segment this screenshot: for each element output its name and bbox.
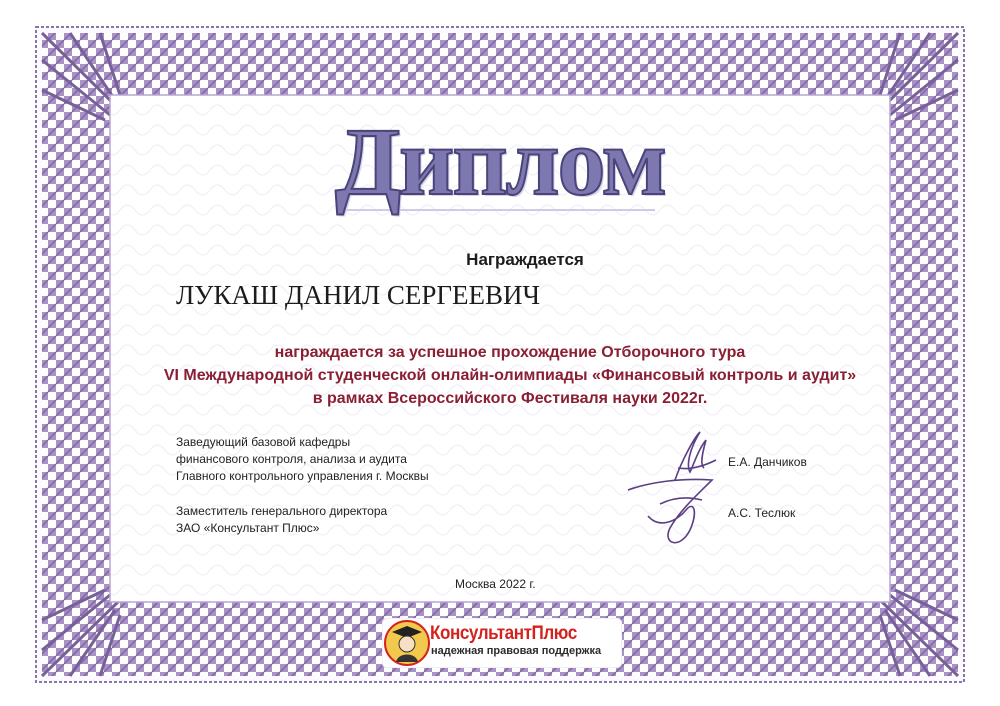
signer-title-line: Заведующий базовой кафедры	[176, 435, 351, 449]
signer-name: А.С. Теслюк	[728, 506, 796, 520]
signatures	[620, 420, 730, 560]
place-date: Москва 2022 г.	[455, 577, 536, 591]
recipient-name: ЛУКАШ ДАНИЛ СЕРГЕЕВИЧ	[176, 280, 541, 310]
logo-tagline: надежная правовая поддержка	[431, 645, 602, 657]
signer-title-line: финансового контроля, анализа и аудита	[176, 452, 407, 466]
signer-title	[176, 503, 387, 537]
signature-teslyuk	[628, 479, 712, 542]
diploma-heading: Диплом	[334, 108, 666, 215]
awarded-label: Награждается	[466, 250, 584, 269]
signer-name: Е.А. Данчиков	[728, 455, 807, 469]
reason-line: награждается за успешное прохождение Отборочного тура	[274, 344, 746, 361]
award-reason	[120, 341, 900, 410]
signature-danchikov	[675, 432, 716, 480]
signer-title-line: ЗАО «Консультант Плюс»	[176, 521, 320, 535]
reason-line: VI Международной студенческой онлайн-олимпиады «Финансовый контроль и аудит»	[163, 367, 857, 384]
logo-name: КонсультантПлюс	[430, 623, 577, 644]
signer-title	[176, 434, 429, 485]
signer-title-line: Заместитель генерального директора	[176, 504, 388, 518]
reason-line: в рамках Всероссийского Фестиваля науки 2022г.	[312, 390, 708, 407]
signer-title-line: Главного контрольного управления г. Москвы	[176, 469, 429, 483]
